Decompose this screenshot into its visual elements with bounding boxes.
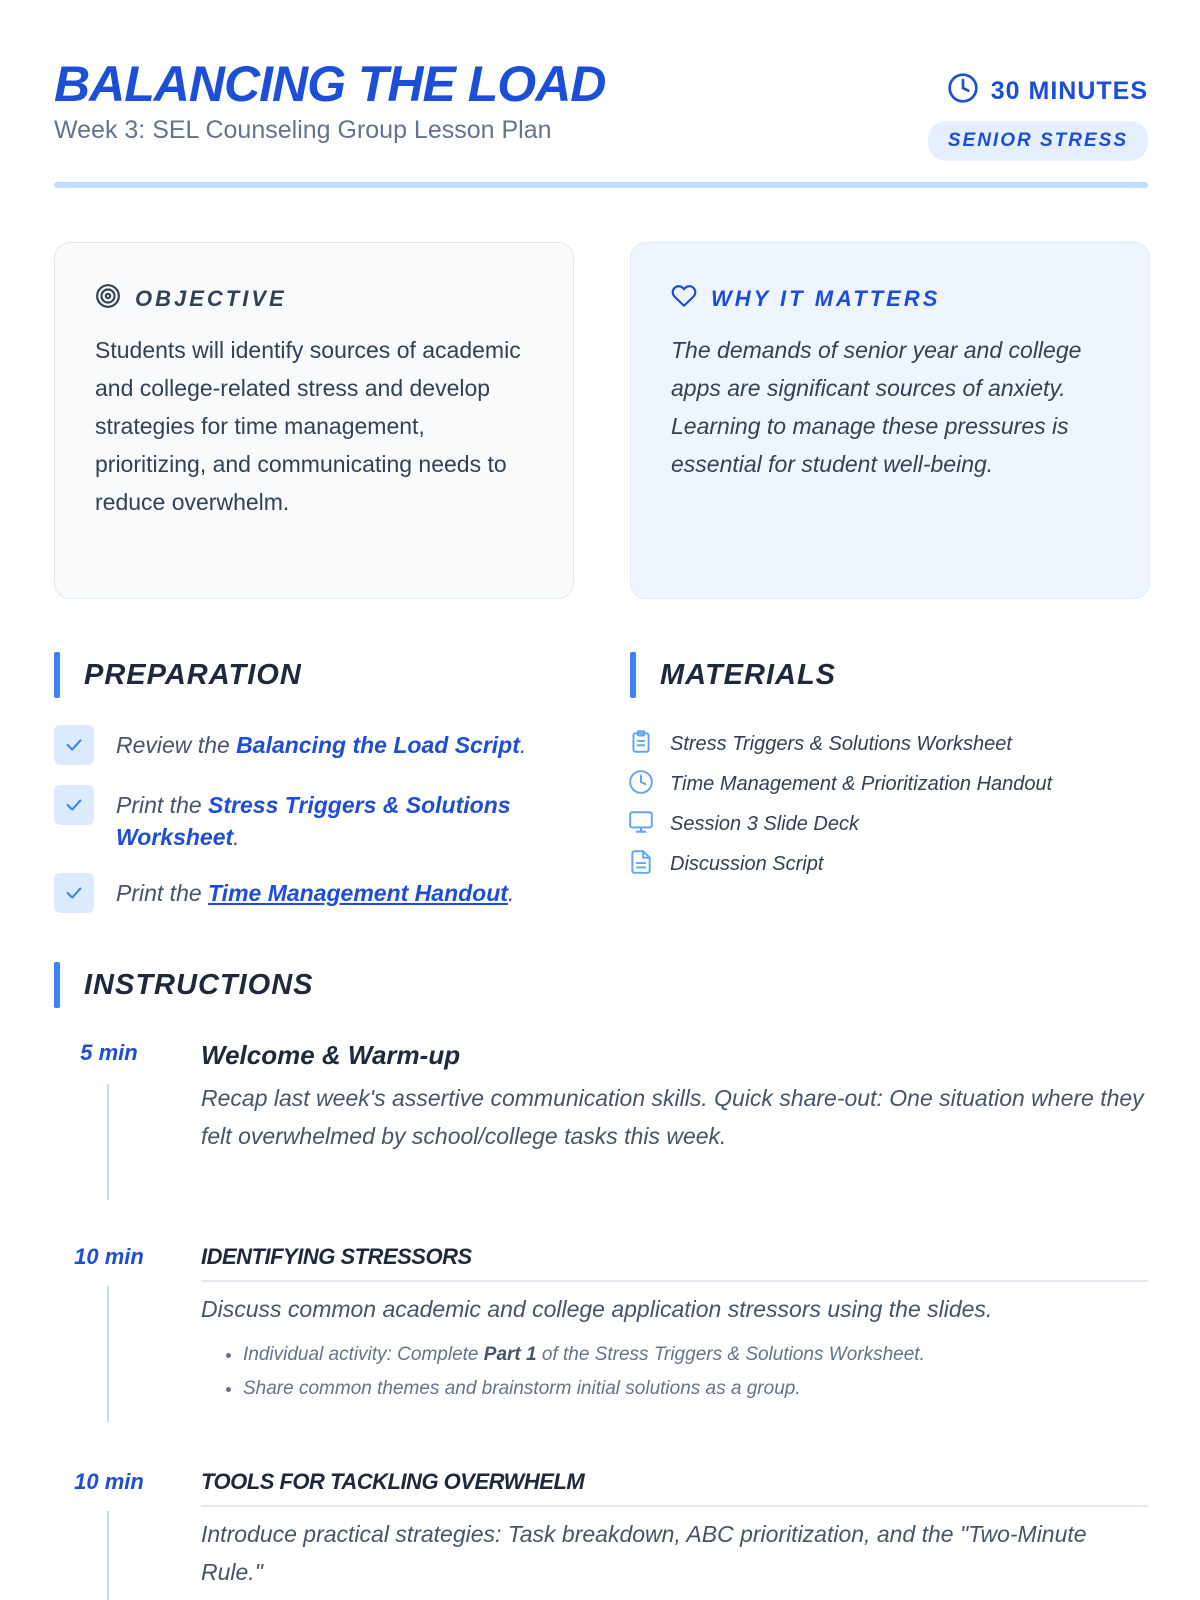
header-meta (928, 72, 1148, 161)
why-heading (671, 283, 1109, 315)
prep-suffix: . (233, 824, 240, 850)
instruction-step (54, 1040, 1148, 1200)
check-icon (68, 888, 81, 897)
prep-text (116, 725, 526, 761)
header (54, 54, 1148, 151)
prep-item (54, 785, 574, 853)
clock-icon (947, 72, 979, 111)
objective-text: Students will identify sources of academic and college-related stress and develop strategies for time management, prioritizing, and communicating needs to reduce overwhelm. (95, 337, 521, 515)
prep-text (116, 873, 514, 909)
objective-heading-label: OBJECTIVE (135, 286, 287, 311)
prep-prefix: Review the (116, 732, 237, 758)
topic-badge: SENIOR STRESS (928, 121, 1148, 161)
objective-card (54, 242, 574, 599)
target-icon (95, 283, 121, 315)
material-item (628, 764, 1148, 804)
prep-suffix: . (519, 732, 527, 758)
timeline-line (107, 1511, 109, 1600)
step-body (201, 1244, 1148, 1406)
step-bullets (243, 1338, 1148, 1406)
clock-icon (628, 769, 670, 800)
section-accent-bar (630, 652, 636, 698)
bullet-bold: Part 1 (483, 1344, 537, 1365)
prep-suffix: . (507, 880, 515, 906)
preparation-list (54, 725, 574, 933)
bullet-text: of the Stress Triggers & Solutions Worksheet. (536, 1344, 925, 1365)
checkbox[interactable] (54, 725, 94, 765)
prep-item (54, 873, 574, 913)
material-label: Discussion Script (670, 852, 824, 875)
clipboard-icon (628, 729, 670, 760)
step-body (201, 1040, 1148, 1155)
step-description: Introduce practical strategies: Task breakdown, ABC prioritization, and the "Two-Minute Rule." (201, 1521, 1087, 1585)
page-subtitle: Week 3: SEL Counseling Group Lesson Plan (54, 116, 552, 144)
material-label: Session 3 Slide Deck (670, 812, 859, 835)
instructions-title: INSTRUCTIONS (84, 968, 314, 1001)
step-description: Discuss common academic and college application stressors using the slides. (201, 1296, 993, 1322)
script-link[interactable]: Balancing the Load Script (236, 732, 520, 758)
prep-text (116, 785, 574, 853)
preparation-heading (54, 652, 302, 698)
preparation-title: PREPARATION (84, 658, 302, 691)
timeline-line (107, 1286, 109, 1422)
step-title: Welcome & Warm-up (201, 1040, 461, 1070)
duration (928, 72, 1148, 111)
checkbox[interactable] (54, 785, 94, 825)
step-duration: 10 min (74, 1469, 144, 1494)
prep-prefix: Print the (116, 792, 209, 818)
why-heading-label: WHY IT MATTERS (711, 286, 941, 311)
timeline-line (107, 1084, 109, 1200)
bullet-text: Share common themes and brainstorm initial solutions as a group. (243, 1378, 801, 1399)
duration-label: 30 MINUTES (990, 77, 1148, 105)
checkbox[interactable] (54, 873, 94, 913)
material-item (628, 724, 1148, 764)
check-icon (68, 800, 81, 809)
section-accent-bar (54, 652, 60, 698)
why-it-matters-card (630, 242, 1150, 599)
instruction-step (54, 1469, 1148, 1600)
step-title: TOOLS FOR TACKLING OVERWHELM (201, 1469, 1148, 1507)
worksheet-link[interactable]: Stress Triggers & Solutions Worksheet (116, 792, 511, 850)
header-divider (54, 182, 1148, 188)
prep-item (54, 725, 574, 765)
step-body (201, 1469, 1148, 1591)
materials-heading (630, 652, 836, 698)
material-item (628, 844, 1148, 884)
step-duration: 5 min (80, 1040, 138, 1065)
materials-title: MATERIALS (660, 658, 837, 691)
handout-link[interactable]: Time Management Handout (208, 880, 508, 906)
check-icon (68, 740, 81, 749)
instruction-step (54, 1244, 1148, 1424)
objective-heading (95, 283, 533, 315)
step-duration: 10 min (74, 1244, 144, 1269)
step-description: Recap last week's assertive communication skills. Quick share-out: One situation where they felt overwhelmed by school/college tasks this week. (201, 1085, 1144, 1149)
prep-prefix: Print the (116, 880, 209, 906)
materials-list (628, 724, 1148, 884)
document-icon (628, 849, 670, 880)
bullet-item (243, 1338, 1148, 1372)
material-label: Stress Triggers & Solutions Worksheet (670, 732, 1012, 755)
section-accent-bar (54, 962, 60, 1008)
material-item (628, 804, 1148, 844)
monitor-icon (628, 809, 670, 840)
step-title: IDENTIFYING STRESSORS (201, 1244, 1148, 1282)
instructions-heading (54, 962, 314, 1008)
page-title: BALANCING THE LOAD (54, 56, 606, 112)
bullet-text: Individual activity: Complete (243, 1344, 484, 1365)
bullet-item (243, 1372, 1148, 1406)
why-text: The demands of senior year and college apps are significant sources of anxiety. Learning to manage these pressures is essential for student well-being. (671, 337, 1082, 477)
material-label: Time Management & Prioritization Handout (670, 772, 1053, 795)
heart-icon (671, 283, 697, 315)
